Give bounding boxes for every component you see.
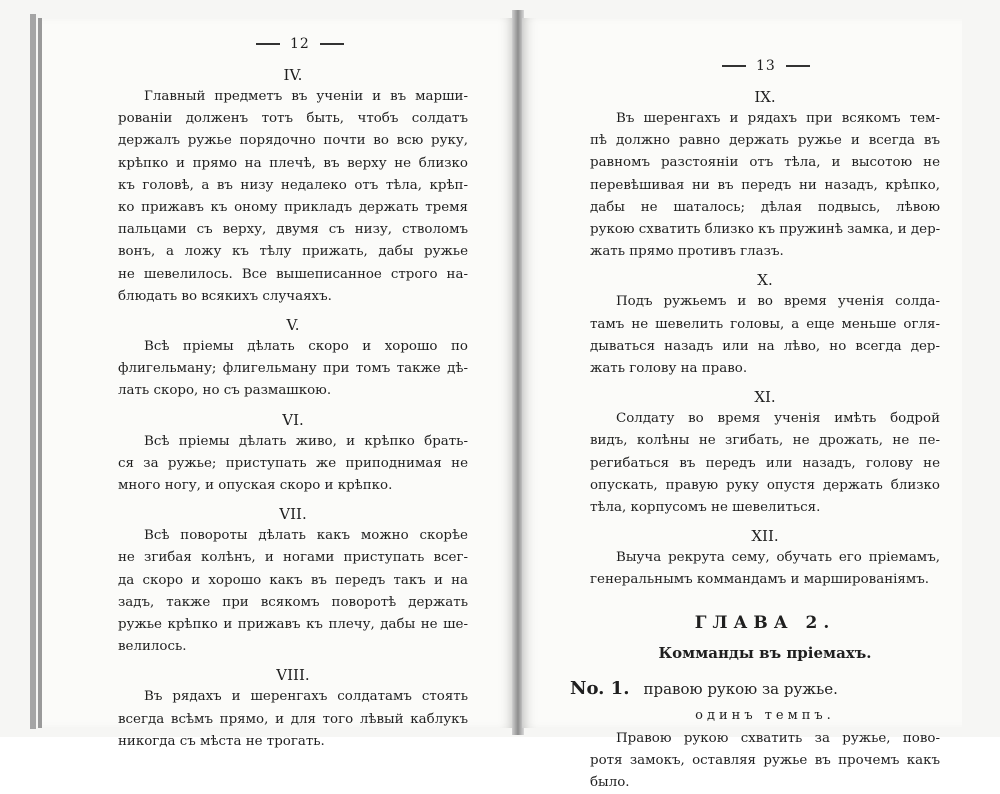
text-line: Всѣ пріемы дѣлать живо, и крѣпко брать- <box>144 433 468 449</box>
text-line: лать скоро, но съ размашкою. <box>118 383 332 399</box>
text-line: дываться назадъ или на лѣво, но всегда дер- <box>590 338 940 354</box>
text-line: жать прямо противъ глазъ. <box>590 244 784 260</box>
text-line: вонъ, а ложу къ тѣлу прижать, дабы ружье <box>118 244 468 260</box>
text-line: велилось. <box>118 639 187 655</box>
text-line: перевѣшивая ни въ передъ ни назадъ, крѣпко, <box>590 177 940 193</box>
left-page-text <box>118 64 468 759</box>
text-line: регибаться въ передъ или назадъ, голову не <box>590 455 940 471</box>
section-heading: X. <box>757 271 773 290</box>
section-heading: IX. <box>754 88 776 106</box>
command-tempo: одинъ темпъ. <box>695 707 835 723</box>
text-line: Главный предметъ въ ученіи и въ марши- <box>144 89 468 104</box>
section-heading: V. <box>286 316 300 335</box>
text-line: Въ шеренгахъ и рядахъ при всякомъ тем- <box>616 111 940 126</box>
text-line: ко прижавъ къ оному прикладъ держать тремя <box>118 200 468 216</box>
text-line: много ногу, и опуская скоро и крѣпко. <box>118 478 393 494</box>
section-heading: XI. <box>754 388 776 407</box>
command-number: No. 1. <box>570 677 630 699</box>
section-heading: VII. <box>279 505 307 524</box>
text-line: ружье крѣпко и прижавъ къ плечу, дабы не ше- <box>118 617 468 633</box>
text-line: флигельману; флигельману при томъ также дѣ- <box>118 361 468 377</box>
left-page-number: 12 <box>246 36 354 52</box>
text-line: тамъ не шевелить головы, а еще меньше огля- <box>590 316 940 332</box>
text-line: ротя замокъ, оставляя ружье въ прочемъ какъ <box>590 752 940 768</box>
right-page-text <box>570 86 941 794</box>
text-line: Выуча рекрута сему, обучать его пріемамъ, <box>616 550 940 566</box>
text-line: не згибая колѣнъ, и ногами приступать всег- <box>118 550 468 566</box>
text-line: Въ рядахъ и шеренгахъ солдатамъ стоять <box>144 689 468 705</box>
text-line: опускать, правую руку опустя держать близко <box>590 477 940 493</box>
right-page-number: 13 <box>712 58 820 74</box>
chapter-subtitle: Комманды въ пріемахъ. <box>658 643 872 662</box>
left-page-edge <box>30 14 36 729</box>
text-line: тѣла, корпусомъ не шевелиться. <box>590 500 821 516</box>
dash-left <box>256 43 280 45</box>
text-line: дабы не шаталось; дѣлая подвысь, лѣвою <box>590 199 940 215</box>
section-heading: IV. <box>283 66 303 84</box>
text-line: крѣпко и прямо на плечѣ, въ верху не близко <box>118 155 468 171</box>
text-line: задъ, также при всякомъ поворотѣ держать <box>118 594 468 610</box>
text-line: равномъ разстояніи отъ тѣла, и высотою не <box>590 155 940 171</box>
text-line: пальцами съ верху, двумя съ низу, стволомъ <box>118 222 468 238</box>
text-line: да скоро и хорошо какъ въ передъ такъ и на <box>118 572 468 588</box>
text-line: Всѣ повороты дѣлать какъ можно скорѣе <box>144 528 468 544</box>
text-line: жать голову на право. <box>590 361 748 377</box>
command-title: правою рукою за ружье. <box>643 679 838 698</box>
dash-right <box>786 65 810 67</box>
text-line: блюдать во всякихъ случаяхъ. <box>118 288 332 304</box>
text-line: рукою схватить близко къ пружинѣ замка, и дер- <box>590 222 941 238</box>
section-heading: VIII. <box>276 666 310 685</box>
text-line: къ головѣ, а въ низу недалеко отъ тѣла, крѣп- <box>118 177 468 193</box>
text-line: Правою рукою схватить за ружье, пово- <box>616 730 940 746</box>
text-line: не шевелилось. Все вышеписанное строго на- <box>118 266 468 282</box>
text-line: Подъ ружьемъ и во время ученія солда- <box>616 294 940 310</box>
text-line: генеральнымъ коммандамъ и маршированіямъ. <box>590 572 930 588</box>
text-line: было. <box>590 775 630 791</box>
text-line: Солдату во время ученія имѣть бодрой <box>616 411 940 427</box>
text-line: держалъ ружье порядочно почти во всю руку, <box>118 133 468 149</box>
text-line: ся за ружье; приступать же приподнимая не <box>118 455 468 471</box>
chapter-title: ГЛАВА 2. <box>694 612 836 633</box>
text-line: всегда всѣмъ прямо, и для того лѣвый каблукъ <box>118 711 468 727</box>
section-heading: XII. <box>751 527 779 546</box>
text-line: Всѣ пріемы дѣлать скоро и хорошо по <box>144 339 468 355</box>
text-line: видъ, колѣны не згибать, не дрожать, не пе- <box>590 433 940 449</box>
dash-right <box>320 43 344 45</box>
text-line: пѣ должно равно держать ружье и всегда въ <box>590 133 940 149</box>
text-line: рованіи долженъ тотъ быть, чтобъ солдатъ <box>118 111 468 127</box>
section-heading: VI. <box>282 410 304 429</box>
command-heading <box>570 674 940 704</box>
dash-left <box>722 65 746 67</box>
text-line: никогда съ мѣста не трогать. <box>118 733 325 749</box>
